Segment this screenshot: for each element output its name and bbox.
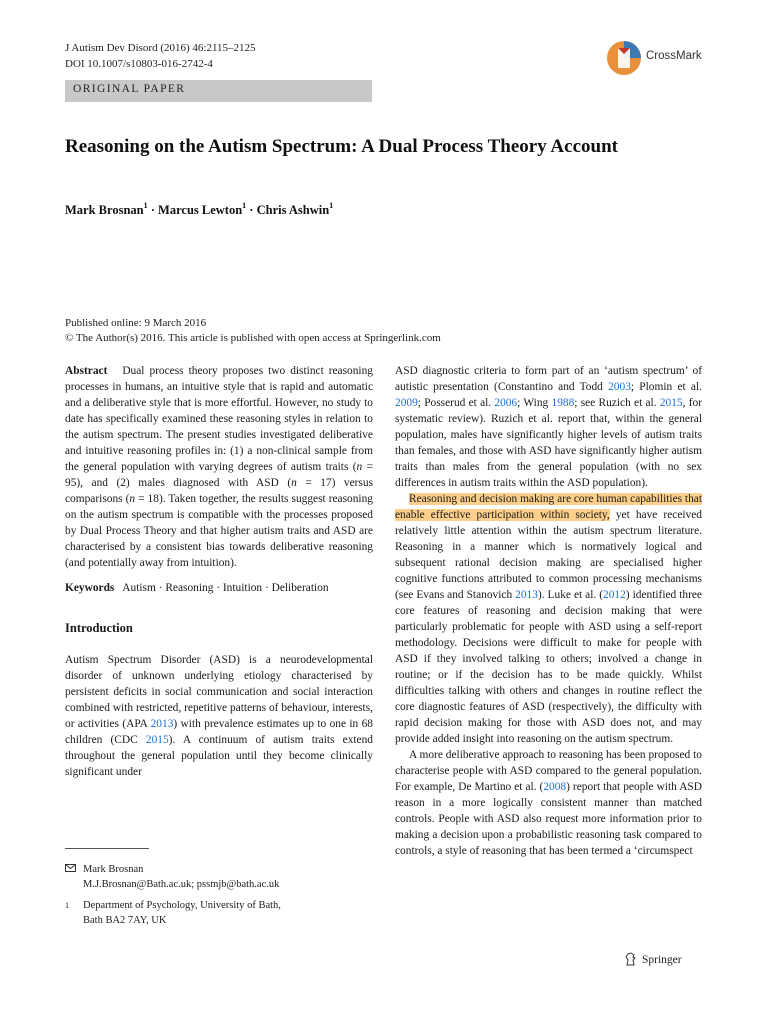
paragraph-text: ; Plomin et al. [630,381,702,393]
citation-link[interactable]: 2012 [603,589,626,601]
paragraph-text: ). A continuum of autism traits extend throughout the general population until they become clinically significant under [65,734,373,778]
crossmark-badge[interactable] [606,38,706,82]
body-paragraph [395,491,702,747]
intro-paragraph [65,652,373,780]
paragraph-text: ). Luke et al. ( [537,589,604,601]
author-affiliation-marker: 1 [242,201,247,210]
citation-link[interactable]: 2008 [543,781,567,793]
corresponding-author-email[interactable]: M.J.Brosnan@Bath.ac.uk; pssmjb@bath.ac.uk [83,879,280,890]
publication-info [65,316,441,346]
paragraph-text: ; Wing [517,397,552,409]
abstract-text: = 18). Taken together, the results suggest reasoning on the autism spectrum is compatible with the processes proposed by Dual Process Theory and that higher autism traits and ASD are characterised by a consistent bias towards deliberative reasoning (and potentially away from intuition). [65,493,373,569]
affiliation-line: Bath BA2 7AY, UK [83,915,167,926]
journal-header [65,40,256,72]
paragraph-text: ) identified three core features of reasoning and decision making that were particularly problematic for people with ASD using a self-report methodology. Decisions were difficult to make for people with ASD if they involved talking to others; involved a change in routine; or if the decision has to be made quickly. Whilst difficulties talking with others and changes in routine reflect the core diagnostic features of ASD (respectively), the difficulty with rapid decision making for those with ASD does not, and may provide added insight into reasoning on the autism spectrum. [395,589,702,745]
paragraph-text: ASD diagnostic criteria to form part of an ‘autism spectrum’ of autistic presentation (Constantino and Todd [395,365,702,393]
crossmark-label: CrossMark [646,50,702,62]
author-affiliation-marker: 1 [143,201,148,210]
envelope-icon [65,864,76,872]
paragraph-text: , for systematic review). Ruzich et al. report that, within the general population, males have significantly higher levels of autism traits than females, and those with ASD have significantly higher autism traits than males from the general population (with no sex differences in autism traits within the ASD population). [395,397,702,489]
left-column [65,363,373,780]
author-affiliation-marker: 1 [329,201,334,210]
abstract-n-symbol: n [356,461,363,473]
article-type-banner [65,80,372,102]
paragraph-text: ; Posserud et al. [417,397,495,409]
citation-link[interactable]: 2013 [150,718,174,730]
author-separator: · [147,203,159,217]
citation-link[interactable]: 2003 [608,381,631,393]
section-heading-introduction: Introduction [65,621,133,635]
author-name[interactable]: Mark Brosnan [65,203,144,217]
abstract-text: = 95), and (2) males diagnosed with ASD ( [65,461,373,489]
paragraph-text: ) with prevalence estimates up to one in 68 children (CDC [65,718,373,746]
right-column [395,363,702,859]
paragraph-text: A more deliberative approach to reasoning has been proposed to characterise people with ASD compared to the general population. For example, De Martino et al. ( [395,749,702,793]
author-separator: · [246,203,257,217]
journal-citation: J Autism Dev Disord (2016) 46:2115–2125 [65,42,256,54]
body-paragraph [395,747,702,859]
paragraph-text: yet have received relatively little attention within the autism spectrum literature. Reasoning in a manner which is normatively logical and subsequent rational decision making are specialised higher cognitive functions attributed to common processing mechanisms (see Evans and Stanovich [395,509,702,601]
body-paragraph [395,363,702,491]
author-name[interactable]: Chris Ashwin [256,203,330,217]
highlighted-text[interactable]: Reasoning and decision making are core human capabilities that enable effective participation within society, [395,493,702,521]
springer-horse-icon [624,952,638,966]
citation-link[interactable]: 2006 [494,397,518,409]
article-type-label: ORIGINAL PAPER [73,83,186,95]
crossmark-icon [606,38,642,78]
author-list [65,203,333,218]
keywords [65,580,373,596]
keywords-label: Keywords [65,582,115,594]
affiliation-line: Department of Psychology, University of Bath, [83,900,281,911]
citation-link[interactable]: 1988 [551,397,575,409]
corresponding-author-name: Mark Brosnan [83,864,144,875]
paragraph-text: Autism Spectrum Disorder (ASD) is a neurodevelopmental disorder of unknown underlying etiology characterised by persistent deficits in social communication and social interaction combined with restricted, repetitive patterns of behaviour, interests, or activities (APA [65,654,373,730]
published-date: Published online: 9 March 2016 [65,317,207,329]
abstract-label: Abstract [65,365,108,377]
abstract [65,363,373,571]
publisher-name: Springer [642,954,682,966]
citation-link[interactable]: 2015 [145,734,169,746]
affiliation [65,898,281,928]
corresponding-author [65,862,279,892]
citation-link[interactable]: 2015 [659,397,683,409]
paper-title: Reasoning on the Autism Spectrum: A Dual Process Theory Account [65,136,618,157]
abstract-text: Dual process theory proposes two distinct reasoning processes in humans, an intuitive style that is rapid and automatic and a deliberative style that is more effortful. However, no study to date has specifically examined these reasoning styles in relation to the autism spectrum. The present studies investigated deliberative and intuitive reasoning profiles in: (1) a non-clinical sample from the general population with varying degrees of autism traits ( [65,365,373,473]
abstract-text: = 17) versus comparisons ( [65,477,373,505]
paragraph-text: ) report that people with ASD reason in a more logically consistent manner than matched controls. People with ASD also request more information prior to making a decision upon a probabilistic reasoning task compared to controls, a style of reasoning that has been termed a ‘circumspect [395,781,702,857]
abstract-n-symbol: n [291,477,297,489]
citation-link[interactable]: 2009 [395,397,418,409]
license-notice: © The Author(s) 2016. This article is published with open access at Springerlink.com [65,332,441,344]
doi[interactable]: DOI 10.1007/s10803-016-2742-4 [65,58,213,70]
keywords-list: Autism · Reasoning · Intuition · Deliberation [122,582,329,594]
paragraph-text: ; see Ruzich et al. [574,397,660,409]
author-name[interactable]: Marcus Lewton [158,203,243,217]
affiliation-number: 1 [65,901,69,910]
abstract-n-symbol: n [129,493,136,505]
footnote-divider [65,848,149,849]
citation-link[interactable]: 2013 [515,589,538,601]
publisher-footer [624,952,682,966]
